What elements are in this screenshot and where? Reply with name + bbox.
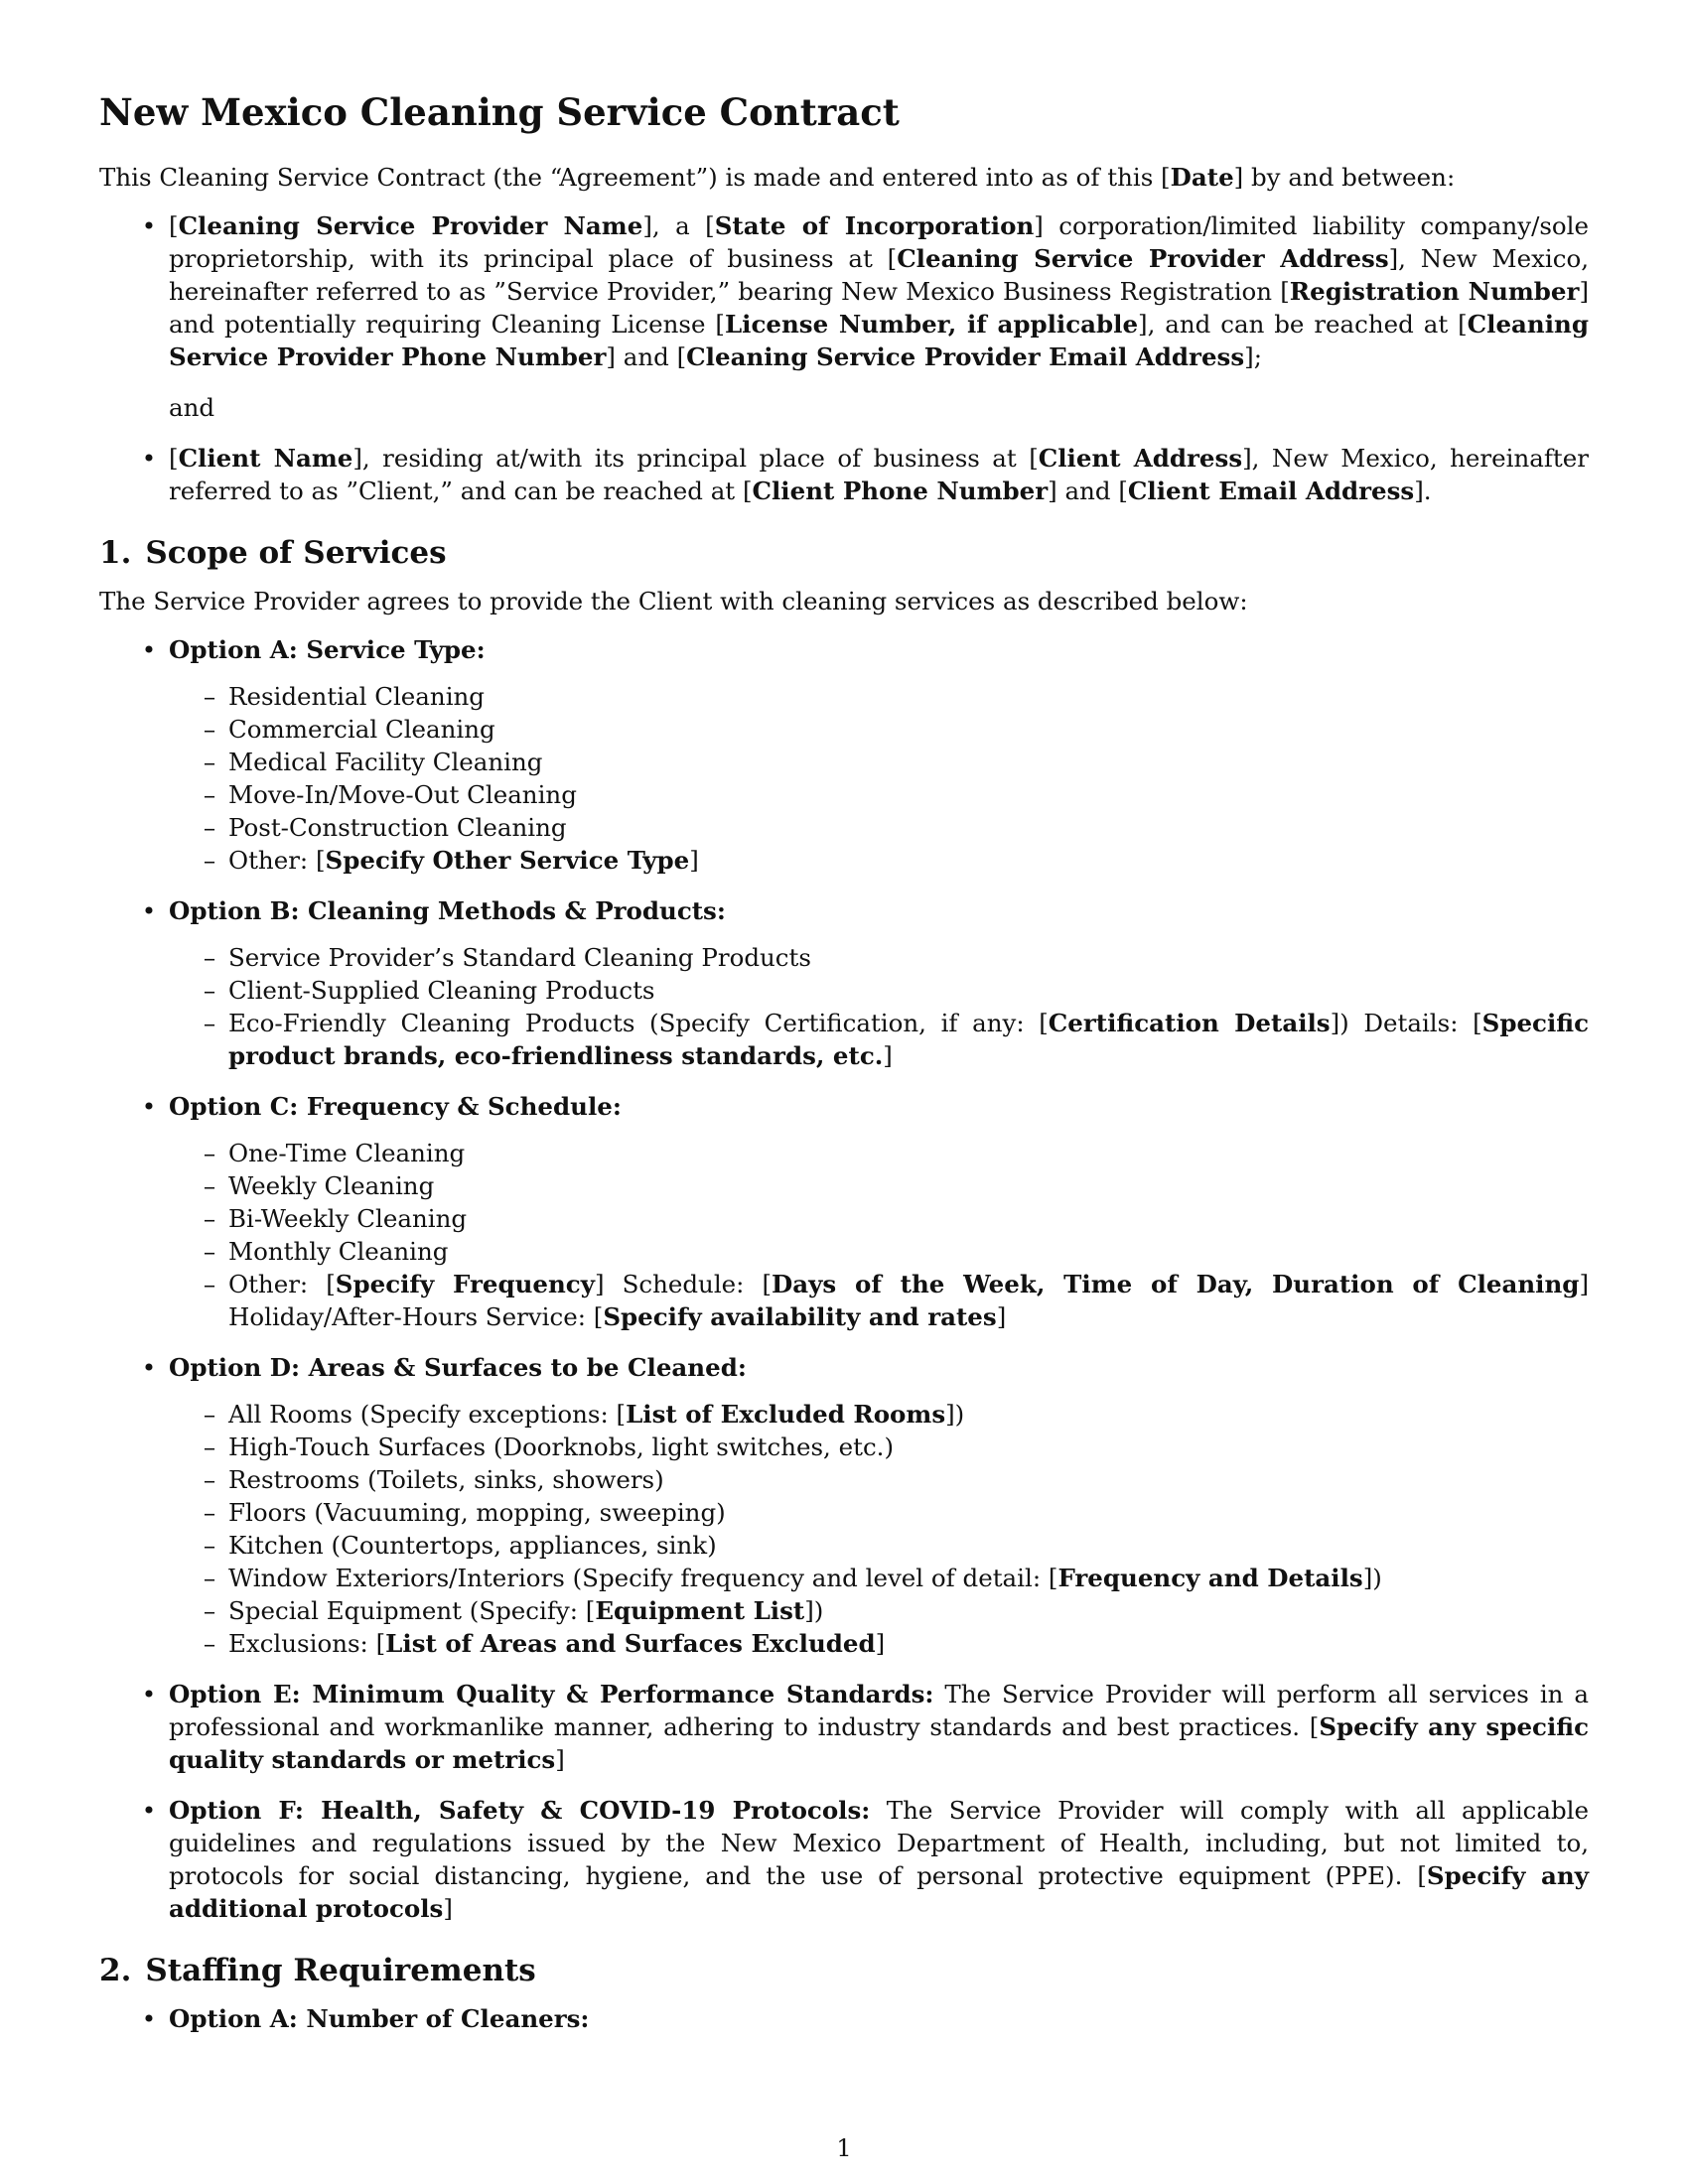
dash-icon: – [203,1204,216,1233]
list-item: – All Rooms (Specify exceptions: [List of Excluded Rooms]) [169,1398,1589,1431]
dash-icon: – [203,780,216,809]
option-f-health-safety: • Option F: Health, Safety & COVID-19 Protocols: The Service Provider will comply with all applicable guidelines and regulations issued by the New Mexico Department of Health, including, but not limited to, protocols for social distancing, hygiene, and the use of personal protective equipment (PPE). [Specify any additional protocols] [99,1794,1589,1925]
list-item: – Commercial Cleaning [169,713,1589,746]
bullet-icon: • [141,1796,157,1825]
list-item: – Floors (Vacuuming, mopping, sweeping) [169,1496,1589,1529]
option-b-methods-products: • Option B: Cleaning Methods & Products: – Service Provider’s Standard Cleaning Products – Client-Supplied Cleaning Products – Eco-Friendly Cleaning Products (Specify Certification, if any: [Certification Details]) Details: [Specific product brands, eco-friendliness standards, etc.] [99,894,1589,1072]
dash-icon: – [203,1596,216,1625]
list-item: – Other: [Specify Other Service Type] [169,844,1589,877]
dash-icon: – [203,1270,216,1298]
dash-icon: – [203,1498,216,1527]
dash-icon: – [203,1564,216,1592]
list-item: – Client-Supplied Cleaning Products [169,974,1589,1007]
list-item: – One-Time Cleaning [169,1137,1589,1169]
date-placeholder: Date [1170,163,1234,192]
dash-icon: – [203,846,216,875]
dash-icon: – [203,1009,216,1037]
list-item: – Post-Construction Cleaning [169,811,1589,844]
list-item: – Exclusions: [List of Areas and Surfaces Excluded] [169,1627,1589,1660]
and-connector: and [169,393,215,422]
list-item: – Window Exteriors/Interiors (Specify frequency and level of detail: [Frequency and Details]) [169,1562,1589,1594]
bullet-icon: • [141,635,157,664]
list-item: – Other: [Specify Frequency] Schedule: [Days of the Week, Time of Day, Duration of Cleaning] Holiday/After-Hours Service: [Specify availability and rates] [169,1268,1589,1333]
list-item: – Move-In/Move-Out Cleaning [169,778,1589,811]
bullet-icon: • [141,2004,157,2033]
dash-icon: – [203,1531,216,1560]
option-c-frequency-schedule: • Option C: Frequency & Schedule: – One-Time Cleaning – Weekly Cleaning – Bi-Weekly Cleaning – Monthly Cleaning – Other: [Specify Frequency] Schedule: [Days of the Week, Time of Day, Duration of Cleaning] Holiday/After-Hours Service: [Specify availability and rates] [99,1090,1589,1333]
bullet-icon: • [141,444,157,473]
dash-icon: – [203,1400,216,1429]
provider-party-item: • [Cleaning Service Provider Name], a [State of Incorporation] corporation/limited liability company/sole proprietorship, with its principal place of business at [Cleaning Service Provider Address], New Mexico, hereinafter referred to as ”Service Provider,” bearing New Mexico Business Registration [Registration Number] and potentially requiring Cleaning License [License Number, if applicable], and can be reached at [Cleaning Service Provider Phone Number] and [Cleaning Service Provider Email Address]; [99,209,1589,373]
bullet-icon: • [141,211,157,240]
option-d-areas-surfaces: • Option D: Areas & Surfaces to be Cleaned: – All Rooms (Specify exceptions: [List of Excluded Rooms]) – High-Touch Surfaces (Doorknobs, light switches, etc.) – Restrooms (Toilets, sinks, showers) – Floors (Vacuuming, mopping, sweeping) – Kitchen (Countertops, appliances, sink) – Window Exteriors/Interiors (Specify frequency and level of detail: [Frequency and Details]) – Special Equipment (Specify: [Equipment List]) – Exclusions: [List of Areas and Surfaces Excluded] [99,1351,1589,1660]
list-item: – Weekly Cleaning [169,1169,1589,1202]
dash-icon: – [203,1171,216,1200]
dash-icon: – [203,1139,216,1167]
service-type-list [169,680,1589,877]
bullet-icon: • [141,896,157,925]
client-party-item: • [Client Name], residing at/with its principal place of business at [Client Address], New Mexico, hereinafter referred to as ”Client,” and can be reached at [Client Phone Number] and [Client Email Address]. [99,442,1589,507]
dash-icon: – [203,976,216,1005]
dash-icon: – [203,1465,216,1494]
dash-icon: – [203,1629,216,1658]
section-heading-scope: 1. Scope of Services [99,535,447,571]
page-number: 1 [836,2134,852,2162]
list-item: – Medical Facility Cleaning [169,746,1589,778]
dash-icon: – [203,682,216,711]
bullet-icon: • [141,1680,157,1708]
dash-icon: – [203,943,216,972]
intro-paragraph: This Cleaning Service Contract (the “Agreement”) is made and entered into as of this [Date] by and between: [99,163,1456,192]
option-a-service-type: • Option A: Service Type: – Residential Cleaning – Commercial Cleaning – Medical Facility Cleaning – Move-In/Move-Out Cleaning – Post-Construction Cleaning – Other: [Specify Other Service Type] [99,633,1589,877]
bullet-icon: • [141,1353,157,1382]
list-item: – Service Provider’s Standard Cleaning Products [169,941,1589,974]
dash-icon: – [203,813,216,842]
document-page [99,89,1589,2053]
list-item: – High-Touch Surfaces (Doorknobs, light switches, etc.) [169,1431,1589,1463]
dash-icon: – [203,748,216,776]
methods-list [169,941,1589,1072]
list-item: – Eco-Friendly Cleaning Products (Specify Certification, if any: [Certification Details]) Details: [Specific product brands, eco-friendliness standards, etc.] [169,1007,1589,1072]
section-lead: The Service Provider agrees to provide the Client with cleaning services as described below: [99,587,1248,615]
list-item: – Residential Cleaning [169,680,1589,713]
frequency-list [169,1137,1589,1333]
dash-icon: – [203,715,216,744]
list-item: – Bi-Weekly Cleaning [169,1202,1589,1235]
bullet-icon: • [141,1092,157,1121]
dash-icon: – [203,1237,216,1266]
list-item: – Special Equipment (Specify: [Equipment List]) [169,1594,1589,1627]
dash-icon: – [203,1433,216,1461]
list-item: – Monthly Cleaning [169,1235,1589,1268]
section-heading-staffing: 2. Staffing Requirements [99,1953,536,1988]
option-e-quality-standards: • Option E: Minimum Quality & Performance Standards: The Service Provider will perform all services in a professional and workmanlike manner, adhering to industry standards and best practices. [Specify any specific quality standards or metrics] [99,1678,1589,1776]
list-item: – Kitchen (Countertops, appliances, sink) [169,1529,1589,1562]
areas-list [169,1398,1589,1660]
option-a-number-of-cleaners: • Option A: Number of Cleaners: [99,2002,1589,2035]
document-title: New Mexico Cleaning Service Contract [99,90,900,134]
list-item: – Restrooms (Toilets, sinks, showers) [169,1463,1589,1496]
